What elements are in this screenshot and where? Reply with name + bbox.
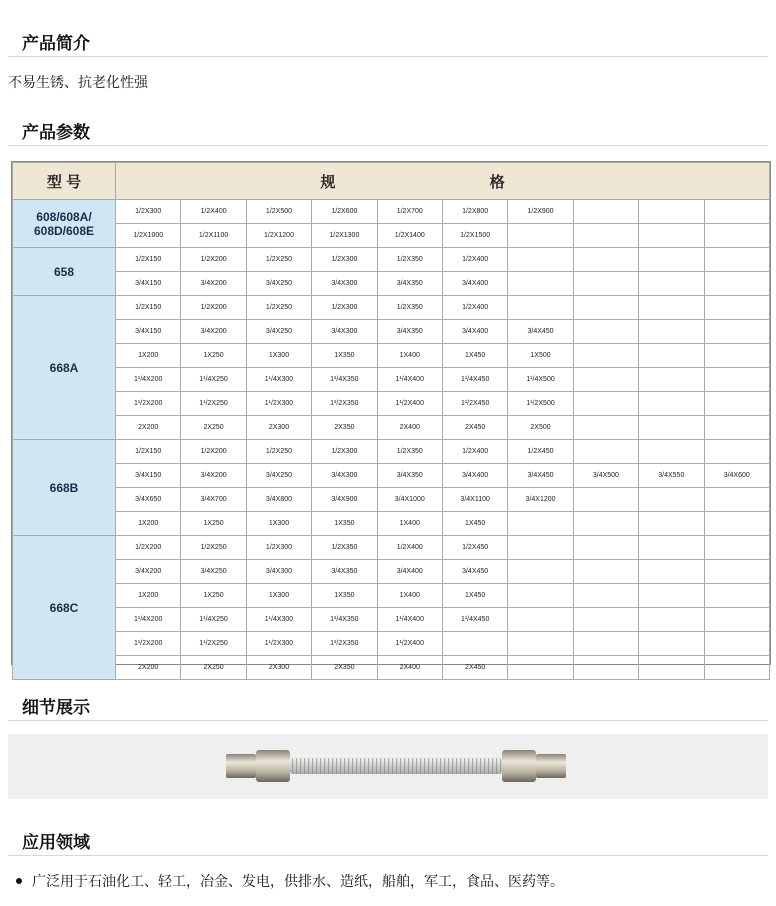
spec-cell: 1/2X250 xyxy=(246,440,311,464)
spec-cell: 2X450 xyxy=(442,416,507,440)
spec-cell: 1/2X300 xyxy=(312,248,377,272)
spec-cell: 1X200 xyxy=(116,344,181,368)
spec-cell: 1¹/4X400 xyxy=(377,608,442,632)
spec-cell: 1¹/4X350 xyxy=(312,368,377,392)
spec-cell: 1¹/4X300 xyxy=(246,608,311,632)
spec-cell xyxy=(639,416,704,440)
table-row xyxy=(13,272,770,296)
spec-cell: 1/2X300 xyxy=(312,296,377,320)
spec-cell xyxy=(573,344,638,368)
spec-cell: 3/4X600 xyxy=(704,464,769,488)
spec-cell: 3/4X300 xyxy=(312,464,377,488)
spec-cell xyxy=(639,296,704,320)
divider xyxy=(8,56,768,57)
applications-item xyxy=(16,871,564,891)
spec-cell xyxy=(704,272,769,296)
spec-cell: 1/2X150 xyxy=(116,440,181,464)
spec-cell xyxy=(573,368,638,392)
spec-cell: 1¹/2X500 xyxy=(508,392,573,416)
spec-cell xyxy=(639,368,704,392)
table-row xyxy=(13,560,770,584)
spec-cell xyxy=(639,344,704,368)
spec-cell: 3/4X400 xyxy=(442,272,507,296)
header-model: 型 号 xyxy=(13,163,116,200)
table-row xyxy=(13,512,770,536)
spec-cell: 3/4X450 xyxy=(508,464,573,488)
spec-cell: 2X300 xyxy=(246,656,311,680)
spec-cell: 1/2X1400 xyxy=(377,224,442,248)
spec-cell: 3/4X350 xyxy=(312,560,377,584)
spec-cell: 1X350 xyxy=(312,584,377,608)
spec-cell xyxy=(573,272,638,296)
spec-cell xyxy=(639,320,704,344)
spec-cell: 1¹/2X300 xyxy=(246,392,311,416)
spec-cell xyxy=(639,560,704,584)
spec-cell: 3/4X200 xyxy=(181,464,246,488)
spec-cell xyxy=(639,608,704,632)
spec-cell: 1¹/2X350 xyxy=(312,632,377,656)
table-row xyxy=(13,224,770,248)
spec-cell: 1/2X250 xyxy=(246,296,311,320)
spec-cell xyxy=(639,200,704,224)
spec-cell xyxy=(639,224,704,248)
spec-cell: 1¹/4X500 xyxy=(508,368,573,392)
spec-cell: 1X300 xyxy=(246,584,311,608)
spec-cell xyxy=(573,392,638,416)
spec-cell xyxy=(639,392,704,416)
spec-cell: 3/4X150 xyxy=(116,272,181,296)
spec-cell xyxy=(639,488,704,512)
spec-cell xyxy=(639,440,704,464)
spec-cell: 1/2X350 xyxy=(377,248,442,272)
spec-cell: 1/2X350 xyxy=(377,296,442,320)
spec-cell: 3/4X350 xyxy=(377,272,442,296)
spec-cell xyxy=(442,632,507,656)
spec-cell xyxy=(573,224,638,248)
spec-cell: 3/4X450 xyxy=(442,560,507,584)
spec-cell: 1/2X300 xyxy=(312,440,377,464)
spec-cell xyxy=(704,536,769,560)
spec-cell xyxy=(704,320,769,344)
spec-cell: 3/4X800 xyxy=(246,488,311,512)
table-row xyxy=(13,416,770,440)
table-row xyxy=(13,368,770,392)
spec-cell: 1/2X200 xyxy=(181,248,246,272)
spec-cell: 1X350 xyxy=(312,512,377,536)
spec-cell xyxy=(573,656,638,680)
section-title-apps: 应用领域 xyxy=(22,833,90,853)
spec-cell xyxy=(704,608,769,632)
model-cell: 668B xyxy=(13,440,116,536)
spec-cell: 1/2X1200 xyxy=(246,224,311,248)
spec-cell: 2X300 xyxy=(246,416,311,440)
spec-cell xyxy=(704,248,769,272)
spec-cell xyxy=(573,632,638,656)
spec-cell: 1/2X1000 xyxy=(116,224,181,248)
spec-cell xyxy=(639,512,704,536)
spec-cell: 3/4X500 xyxy=(573,464,638,488)
spec-cell xyxy=(704,488,769,512)
spec-cell xyxy=(508,560,573,584)
spec-cell xyxy=(508,608,573,632)
spec-cell: 2X200 xyxy=(116,656,181,680)
spec-cell: 3/4X550 xyxy=(639,464,704,488)
spec-cell: 1/2X250 xyxy=(246,248,311,272)
section-header-apps xyxy=(8,820,768,856)
spec-cell: 1/2X600 xyxy=(312,200,377,224)
spec-cell: 1/2X350 xyxy=(377,440,442,464)
spec-cell xyxy=(508,536,573,560)
spec-cell xyxy=(704,368,769,392)
spec-cell: 1/2X200 xyxy=(181,296,246,320)
spec-cell: 3/4X700 xyxy=(181,488,246,512)
spec-cell: 1¹/2X200 xyxy=(116,632,181,656)
section-header-intro xyxy=(8,21,768,57)
spec-cell: 1X200 xyxy=(116,584,181,608)
spec-cell xyxy=(573,488,638,512)
spec-cell: 1¹/4X300 xyxy=(246,368,311,392)
spec-cell: 1/2X400 xyxy=(377,536,442,560)
spec-cell xyxy=(704,632,769,656)
spec-cell: 1/2X800 xyxy=(442,200,507,224)
header-spec-right: 格 xyxy=(489,173,505,191)
spec-cell: 3/4X150 xyxy=(116,464,181,488)
spec-cell: 1/2X700 xyxy=(377,200,442,224)
spec-cell: 1X300 xyxy=(246,512,311,536)
spec-cell: 3/4X250 xyxy=(246,464,311,488)
spec-cell: 3/4X250 xyxy=(246,272,311,296)
spec-cell: 3/4X1000 xyxy=(377,488,442,512)
spec-cell: 2X200 xyxy=(116,416,181,440)
spec-cell: 3/4X300 xyxy=(312,320,377,344)
table-row xyxy=(13,464,770,488)
spec-cell xyxy=(704,392,769,416)
spec-cell: 3/4X400 xyxy=(377,560,442,584)
divider xyxy=(8,145,768,146)
spec-cell: 1X250 xyxy=(181,584,246,608)
table-row xyxy=(13,584,770,608)
spec-cell: 2X400 xyxy=(377,416,442,440)
spec-cell xyxy=(639,656,704,680)
spec-cell: 1X250 xyxy=(181,344,246,368)
spec-cell xyxy=(508,512,573,536)
spec-cell xyxy=(639,584,704,608)
spec-cell: 1/2X450 xyxy=(442,536,507,560)
spec-cell: 3/4X650 xyxy=(116,488,181,512)
spec-cell: 1/2X200 xyxy=(181,440,246,464)
spec-cell xyxy=(508,224,573,248)
spec-cell: 2X250 xyxy=(181,656,246,680)
spec-cell: 1X400 xyxy=(377,344,442,368)
section-title-params: 产品参数 xyxy=(22,123,90,143)
spec-cell: 2X250 xyxy=(181,416,246,440)
header-spec-left: 规 xyxy=(320,173,336,191)
spec-cell: 3/4X350 xyxy=(377,320,442,344)
spec-cell xyxy=(508,656,573,680)
table-row xyxy=(13,344,770,368)
spec-cell: 1¹/4X400 xyxy=(377,368,442,392)
spec-cell: 1¹/2X250 xyxy=(181,392,246,416)
detail-image-band xyxy=(8,734,768,799)
spec-table xyxy=(12,162,770,680)
table-row xyxy=(13,392,770,416)
spec-cell: 1X450 xyxy=(442,584,507,608)
spec-cell: 3/4X250 xyxy=(246,320,311,344)
spec-cell: 3/4X900 xyxy=(312,488,377,512)
spec-cell xyxy=(573,320,638,344)
spec-cell: 3/4X400 xyxy=(442,464,507,488)
table-row xyxy=(13,632,770,656)
table-row xyxy=(13,200,770,224)
spec-cell: 1/2X400 xyxy=(442,248,507,272)
spec-cell: 1¹/2X250 xyxy=(181,632,246,656)
table-row xyxy=(13,488,770,512)
spec-cell: 1¹/2X350 xyxy=(312,392,377,416)
table-row xyxy=(13,248,770,272)
divider xyxy=(8,720,768,721)
spec-cell xyxy=(573,584,638,608)
spec-cell: 1¹/4X200 xyxy=(116,608,181,632)
spec-cell: 1/2X300 xyxy=(246,536,311,560)
spec-cell xyxy=(704,560,769,584)
spec-cell: 3/4X350 xyxy=(377,464,442,488)
spec-cell: 1X350 xyxy=(312,344,377,368)
table-row xyxy=(13,440,770,464)
spec-cell xyxy=(508,248,573,272)
spec-cell xyxy=(573,440,638,464)
spec-cell xyxy=(508,296,573,320)
spec-cell: 1X500 xyxy=(508,344,573,368)
spec-cell xyxy=(573,416,638,440)
spec-cell: 1X400 xyxy=(377,584,442,608)
model-cell: 658 xyxy=(13,248,116,296)
model-cell: 668A xyxy=(13,296,116,440)
spec-cell: 1/2X150 xyxy=(116,248,181,272)
spec-cell: 1¹/4X200 xyxy=(116,368,181,392)
spec-cell xyxy=(573,560,638,584)
spec-cell: 1/2X150 xyxy=(116,296,181,320)
spec-cell: 1X400 xyxy=(377,512,442,536)
spec-cell: 1X300 xyxy=(246,344,311,368)
spec-cell: 2X500 xyxy=(508,416,573,440)
spec-cell: 3/4X300 xyxy=(246,560,311,584)
spec-cell: 1¹/4X350 xyxy=(312,608,377,632)
spec-cell: 1¹/2X300 xyxy=(246,632,311,656)
spec-cell: 2X350 xyxy=(312,416,377,440)
spec-cell: 1¹/4X250 xyxy=(181,368,246,392)
spec-cell xyxy=(573,200,638,224)
spec-cell: 1/2X400 xyxy=(181,200,246,224)
divider xyxy=(8,855,768,856)
intro-text: 不易生锈、抗老化性强 xyxy=(8,75,148,91)
spec-cell: 1¹/4X450 xyxy=(442,608,507,632)
spec-cell: 1¹/4X250 xyxy=(181,608,246,632)
spec-cell: 1X250 xyxy=(181,512,246,536)
applications-text: 广泛用于石油化工、轻工，冶金、发电，供排水、造纸，船舶，军工，食品、医药等。 xyxy=(32,874,564,890)
model-cell: 608/608A/ 608D/608E xyxy=(13,200,116,248)
spec-cell: 1/2X1500 xyxy=(442,224,507,248)
spec-cell xyxy=(704,200,769,224)
spec-cell: 3/4X450 xyxy=(508,320,573,344)
spec-cell xyxy=(573,608,638,632)
spec-cell: 2X350 xyxy=(312,656,377,680)
section-header-params xyxy=(8,110,768,146)
spec-cell: 1¹/2X450 xyxy=(442,392,507,416)
spec-cell: 3/4X200 xyxy=(116,560,181,584)
spec-cell: 1/2X500 xyxy=(246,200,311,224)
spec-cell xyxy=(639,536,704,560)
spec-cell xyxy=(639,272,704,296)
section-title-intro: 产品简介 xyxy=(22,34,90,54)
spec-cell xyxy=(573,512,638,536)
spec-cell: 3/4X300 xyxy=(312,272,377,296)
spec-cell xyxy=(639,632,704,656)
spec-cell xyxy=(639,248,704,272)
spec-table-body xyxy=(13,200,770,680)
table-row xyxy=(13,608,770,632)
spec-cell: 1/2X900 xyxy=(508,200,573,224)
spec-cell xyxy=(704,416,769,440)
spec-cell xyxy=(508,272,573,296)
spec-cell: 1/2X1100 xyxy=(181,224,246,248)
spec-cell: 1X450 xyxy=(442,344,507,368)
spec-cell: 3/4X200 xyxy=(181,272,246,296)
spec-cell xyxy=(508,632,573,656)
spec-cell xyxy=(704,584,769,608)
spec-cell: 3/4X250 xyxy=(181,560,246,584)
spec-cell xyxy=(508,584,573,608)
spec-cell: 3/4X1200 xyxy=(508,488,573,512)
spec-cell: 2X400 xyxy=(377,656,442,680)
spec-cell: 1/2X400 xyxy=(442,440,507,464)
spec-cell: 1/2X300 xyxy=(116,200,181,224)
spec-cell: 1/2X450 xyxy=(508,440,573,464)
section-header-detail xyxy=(8,685,768,721)
spec-cell: 1/2X400 xyxy=(442,296,507,320)
spec-cell: 1/2X350 xyxy=(312,536,377,560)
spec-cell: 1/2X200 xyxy=(116,536,181,560)
header-spec xyxy=(116,163,770,200)
spec-cell: 1¹/2X200 xyxy=(116,392,181,416)
spec-cell xyxy=(704,344,769,368)
spec-cell: 2X450 xyxy=(442,656,507,680)
spec-cell xyxy=(704,656,769,680)
spec-cell: 3/4X1100 xyxy=(442,488,507,512)
spec-cell: 1¹/2X400 xyxy=(377,392,442,416)
spec-cell: 1¹/4X450 xyxy=(442,368,507,392)
spec-cell: 3/4X150 xyxy=(116,320,181,344)
spec-cell: 1X200 xyxy=(116,512,181,536)
spec-cell xyxy=(573,248,638,272)
spec-cell xyxy=(573,536,638,560)
model-cell: 668C xyxy=(13,536,116,680)
table-row xyxy=(13,320,770,344)
spec-cell: 1¹/2X400 xyxy=(377,632,442,656)
spec-cell xyxy=(573,296,638,320)
spec-cell xyxy=(704,512,769,536)
spec-cell: 3/4X400 xyxy=(442,320,507,344)
spec-cell xyxy=(704,296,769,320)
table-row xyxy=(13,296,770,320)
spec-cell xyxy=(704,440,769,464)
section-title-detail: 细节展示 xyxy=(22,698,90,718)
spec-cell: 1/2X1300 xyxy=(312,224,377,248)
spec-cell: 1/2X250 xyxy=(181,536,246,560)
spec-cell: 1X450 xyxy=(442,512,507,536)
hose-image xyxy=(220,744,572,788)
bullet-icon xyxy=(16,878,22,884)
table-row xyxy=(13,536,770,560)
spec-cell: 3/4X200 xyxy=(181,320,246,344)
spec-table-container xyxy=(11,161,771,671)
spec-cell xyxy=(704,224,769,248)
table-row xyxy=(13,656,770,680)
